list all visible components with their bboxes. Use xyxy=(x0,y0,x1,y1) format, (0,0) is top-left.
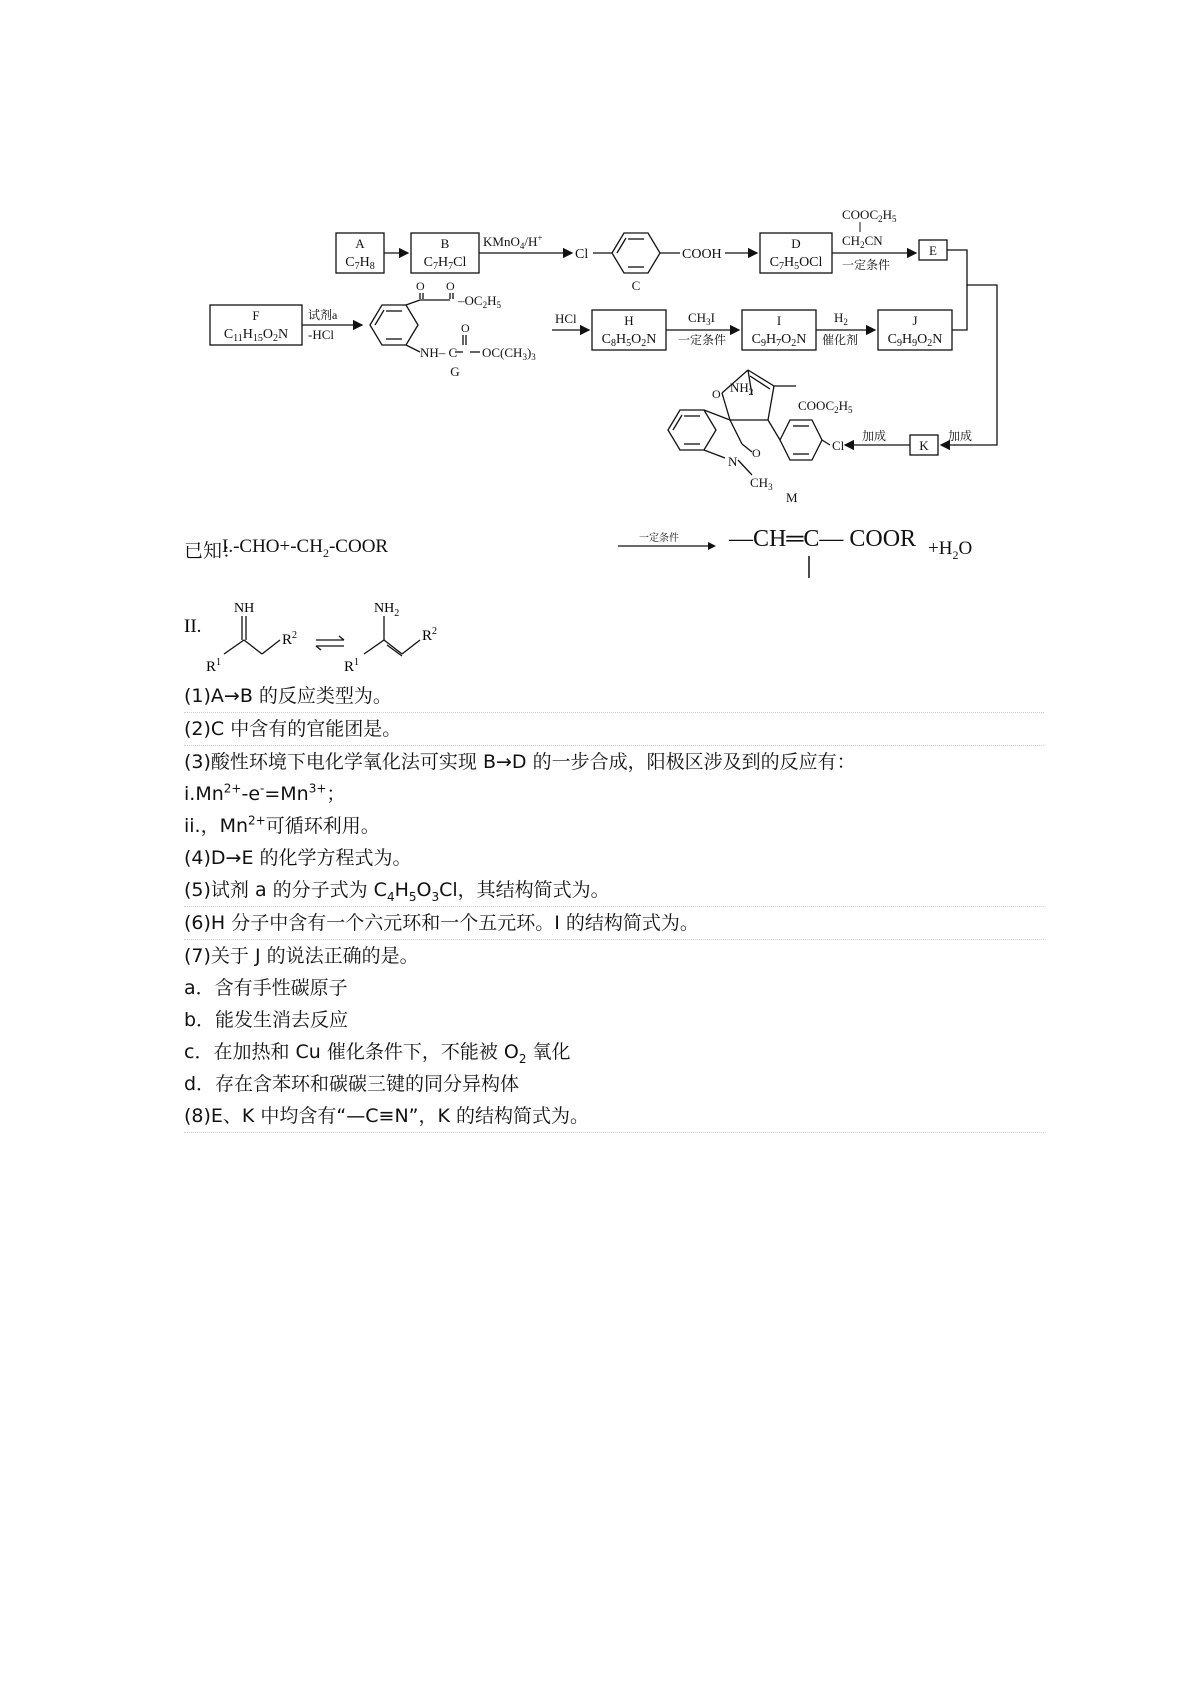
reagent-b-c: KMnO$_4$/H+ xyxy=(483,233,543,251)
known-eq1-left: $I.-CHO+-CH_2$-COOR xyxy=(222,536,389,560)
reagent-h-i-bottom: 一定条件 xyxy=(678,333,727,347)
question-7-option-b: b．能发生消去反应 xyxy=(184,1009,349,1031)
known-eq2-label: II. xyxy=(184,616,202,637)
m-nh2: $NH_2$ xyxy=(730,380,754,397)
c-cl: Cl xyxy=(575,247,589,262)
m-cooc2h5: $COOC_2H_5$ xyxy=(798,398,853,415)
question-7-option-d: d．存在含苯环和碳碳三键的同分异构体 xyxy=(184,1073,520,1095)
box-h-label: H xyxy=(624,313,634,328)
reagent-f-g-top: 试剂a xyxy=(308,308,338,322)
g-nh: NH– C xyxy=(420,345,458,360)
question-5: (5)试剂 a 的分子式为 $C_4H_5O_3Cl$，其结构简式为。 xyxy=(184,874,1044,907)
reagent-d-e-top: $COOC_2H_5$ xyxy=(842,207,897,224)
known-label: 已知： xyxy=(184,540,242,562)
c-label: C xyxy=(631,278,641,293)
question-7-option-a: a．含有手性碳原子 xyxy=(184,977,348,999)
m-o-carbonyl: O xyxy=(752,446,761,460)
question-3: (3)酸性环境下电化学氧化法可实现 B→D 的一步合成，阳极区涉及到的反应有： xyxy=(184,751,856,773)
box-k-label: K xyxy=(919,438,929,453)
reagent-d-e-cond: 一定条件 xyxy=(842,258,891,272)
reagent-f-g-bottom: -HCl xyxy=(308,327,334,342)
known-eq2-nh2: $NH_2$ xyxy=(374,601,400,619)
known-eq2-r1-left: $R^1$ xyxy=(206,657,222,675)
m-label: M xyxy=(786,490,798,505)
g-oc2h5: $-OC_2H_5$ xyxy=(458,293,501,310)
synthesis-scheme xyxy=(0,0,1200,520)
known-eq2-r2-left: $R^2$ xyxy=(282,630,298,648)
m-structure xyxy=(668,370,830,475)
box-i-label: I xyxy=(776,313,782,328)
box-f-label: F xyxy=(252,308,260,323)
box-f-formula: $C_{11}H_{15}O_2N$ xyxy=(223,327,289,344)
g-o-1: O xyxy=(416,279,425,293)
box-e-label: E xyxy=(929,243,937,258)
question-3-ii: ii.，$Mn^{2+}$可循环利用。 xyxy=(184,813,380,837)
m-n: N xyxy=(728,454,738,469)
reagent-h-i-top: $CH_3I$ xyxy=(688,310,715,327)
m-o-ring: O xyxy=(712,387,721,401)
g-octbu: $OC(CH_3)_3$ xyxy=(482,345,536,362)
known-eq1-condition: 一定条件 xyxy=(639,533,679,544)
m-ch3: $CH_3$ xyxy=(750,475,773,492)
question-6: (6)H 分子中含有一个六元环和一个五元环。I 的结构简式为。 xyxy=(184,907,1044,940)
box-a-formula: $C_7H_8$ xyxy=(345,255,375,272)
box-j-formula: $C_9H_9O_2N$ xyxy=(887,332,943,349)
reagent-e-k: 加成 xyxy=(948,429,973,443)
g-o-2: O xyxy=(446,279,455,293)
known-eq1-branch xyxy=(804,556,814,580)
c-cooh: COOH xyxy=(682,247,722,262)
box-b-label: B xyxy=(440,236,450,251)
box-a-label: A xyxy=(355,236,365,251)
question-7: (7)关于 J 的说法正确的是。 xyxy=(184,945,419,967)
reagent-g-h: HCl xyxy=(555,311,577,326)
known-eq1-product: —CH═C— COOR xyxy=(729,526,917,552)
known-eq2 xyxy=(184,596,504,676)
reagent-d-e-mid: $CH_2CN$ xyxy=(842,233,883,250)
known-eq1-byproduct: $+H_2O$ xyxy=(928,538,973,562)
known-eq2-r1-right: $R^1$ xyxy=(344,657,360,675)
reagent-i-j-top: $H_2$ xyxy=(834,310,848,327)
box-b-formula: $C_7H_7Cl$ xyxy=(423,255,467,272)
box-d-formula: $C_7H_5OCl$ xyxy=(769,255,823,272)
question-3-i: $i.Mn^{2+}-e^-=Mn^{3+}$； xyxy=(184,781,346,805)
box-d-label: D xyxy=(791,236,801,251)
g-label: G xyxy=(450,364,460,379)
reagent-i-j-bottom: 催化剂 xyxy=(822,333,859,347)
box-j-label: J xyxy=(912,313,918,328)
known-eq2-r2-right: $R^2$ xyxy=(422,626,438,644)
g-o-3: O xyxy=(461,321,470,335)
c-benzene-ring xyxy=(612,233,660,273)
box-h-formula: $C_8H_5O_2N$ xyxy=(601,332,657,349)
question-4: (4)D→E 的化学方程式为。 xyxy=(184,847,412,869)
question-list xyxy=(184,680,1044,1133)
question-2: (2)C 中含有的官能团是。 xyxy=(184,713,1044,746)
question-1: (1)A→B 的反应类型为。 xyxy=(184,680,1044,713)
known-eq1-arrow xyxy=(616,534,716,554)
question-8: (8)E、K 中均含有“—C≡N”，K 的结构简式为。 xyxy=(184,1100,1044,1133)
question-7-option-c: c．在加热和 Cu 催化条件下，不能被 $O_2$ 氧化 xyxy=(184,1041,571,1066)
box-i-formula: $C_9H_7O_2N$ xyxy=(751,332,807,349)
known-eq2-nh: NH xyxy=(234,601,255,616)
reagent-k-m: 加成 xyxy=(862,429,887,443)
m-cl: Cl xyxy=(832,438,845,453)
